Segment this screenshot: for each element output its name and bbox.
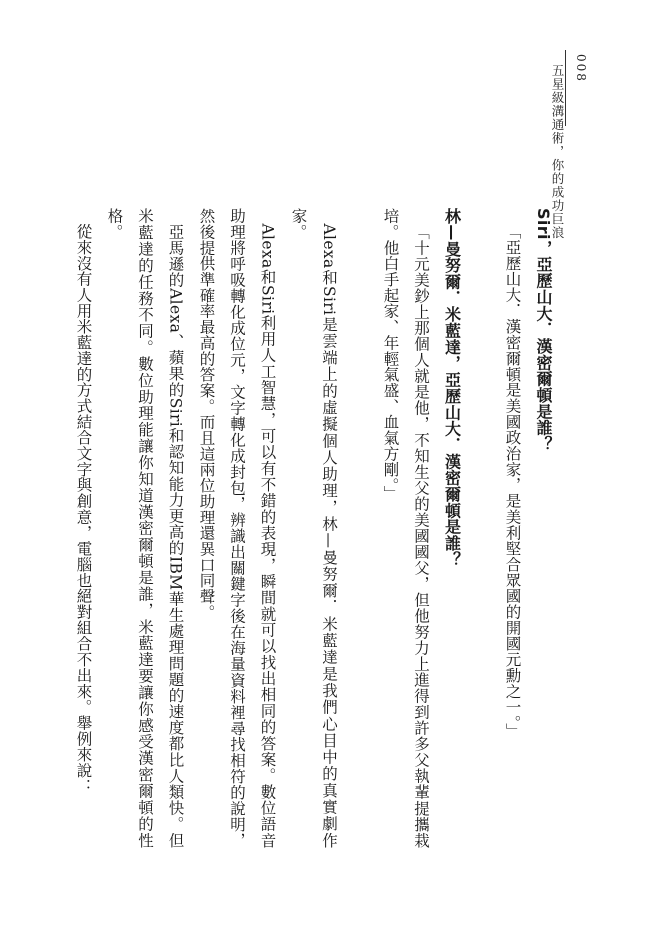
section-spacer bbox=[345, 208, 376, 848]
quote-siri-answer bbox=[497, 208, 528, 848]
paragraph-creativity bbox=[68, 208, 99, 848]
paragraph-comparison bbox=[99, 208, 191, 848]
running-title: 五星級溝通術，你的成功巨浪 bbox=[550, 64, 565, 240]
paragraph-ai bbox=[191, 208, 283, 848]
quote-siri-answer-text: 「亞歷山大．漢密爾頓是美國政治家，是美利堅合眾國的開國元勳之一。」 bbox=[503, 223, 522, 739]
paragraph-assistants bbox=[283, 208, 345, 848]
paragraph-ai-text: Alexa和Siri利用人工智慧，可以有不錯的表現，瞬間就可以找出相同的答案。數位語音助理將呼吸轉化成位元，文字轉化成封包，辨識出關鍵字後在海量資料裡尋找相符的說明，然後提供準確率最高的答案。而且這兩位助理還異口同聲。 bbox=[197, 208, 277, 848]
body-text bbox=[68, 208, 558, 848]
paragraph-comparison-text: 亞馬遜的Alexa、蘋果的Siri和認知能力更高的IBM華生處理問題的速度都比人類快。但米藍達的任務不同。數位助理能讓你知道漢密爾頓是誰，米藍達要讓你感受漢密爾頓的性格。 bbox=[105, 208, 185, 848]
paragraph-assistants-text: Alexa和Siri是雲端上的虛擬個人助理，林—曼努爾．米藍達是我們心目中的真實劇作家。 bbox=[289, 208, 338, 848]
quote-miranda-answer-text: 「十元美鈔上那個人就是他，不知生父的美國國父，但他努力上進得到許多父執輩提攜栽培。他白手起家、年輕氣盛、血氣方剛。」 bbox=[381, 208, 430, 848]
quote-miranda-answer bbox=[375, 208, 436, 848]
page-number: 008 bbox=[574, 54, 588, 83]
heading-siri-question: Siri，亞歷山大．漢密爾頓是誰？ bbox=[534, 208, 553, 453]
heading-miranda-question: 林—曼努爾．米藍達，亞歷山大．漢密爾頓是誰？ bbox=[442, 208, 462, 568]
paragraph-creativity-text: 從來沒有人用米藍達的方式結合文字與創意，電腦也絕對組合不出來。舉例來說： bbox=[74, 223, 93, 795]
section-spacer bbox=[467, 208, 498, 848]
